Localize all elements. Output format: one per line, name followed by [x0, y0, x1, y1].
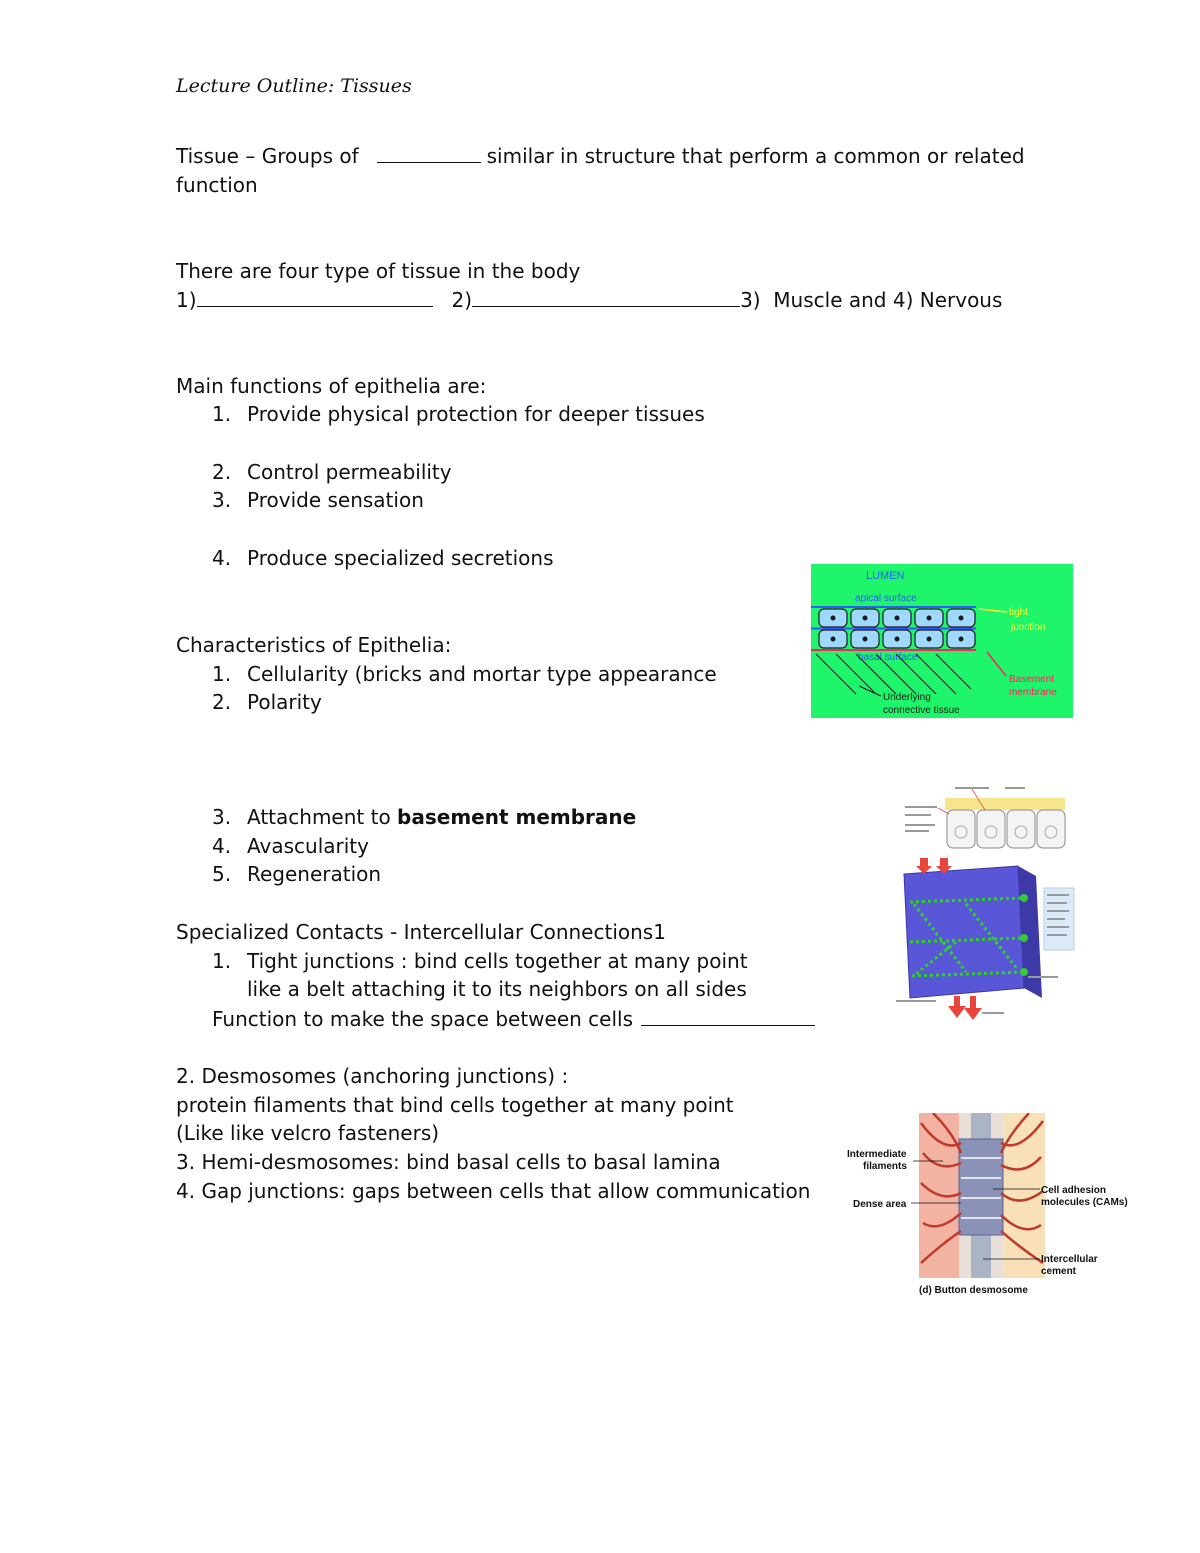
item-number: 1. [212, 402, 232, 426]
item-text: Regeneration [247, 862, 382, 886]
characteristics-heading: Characteristics of Epithelia: [176, 633, 452, 657]
list-item [212, 861, 381, 887]
list-item [212, 948, 748, 974]
item-number: 2. [212, 460, 232, 484]
item-number: 5. [212, 862, 232, 886]
desmosomes-heading: 2. Desmosomes (anchoring junctions) : [176, 1064, 569, 1088]
functions-heading: Main functions of epithelia are: [176, 374, 487, 398]
connective-tissue-label: connective tissue [883, 705, 960, 716]
tight-junction-line2: like a belt attaching it to its neighbors on all sides [247, 977, 747, 1001]
page-title: Lecture Outline: Tissues [176, 75, 412, 97]
tissue-definition-line1 [176, 143, 1025, 169]
list-item [212, 689, 322, 715]
gap-junctions-line: 4. Gap junctions: gaps between cells that allow communication [176, 1179, 811, 1203]
tissue-types-intro: There are four type of tissue in the body [176, 259, 581, 283]
basal-surface-label: basal surface [858, 652, 918, 663]
desmosomes-line1: protein filaments that bind cells together at many point [176, 1093, 734, 1117]
item-number: 3. [212, 805, 232, 829]
item-text: Polarity [247, 690, 322, 714]
cell-adhesion-label: Cell adhesion [1041, 1185, 1107, 1196]
tissue-types-list [176, 287, 1002, 313]
type-3-4-label: 3) Muscle and 4) Nervous [740, 288, 1003, 312]
item-text: Avascularity [247, 834, 369, 858]
item-number: 1. [212, 662, 232, 686]
list-item [212, 487, 424, 513]
intercellular-label: Intercellular [1041, 1254, 1098, 1265]
item-text: Provide sensation [247, 488, 424, 512]
item-number: 1. [212, 949, 232, 973]
junction-label: junction [1011, 622, 1046, 633]
figure-caption: (d) Button desmosome [919, 1285, 1028, 1296]
fill-blank [641, 1007, 815, 1026]
list-item [212, 661, 717, 687]
underlying-label: Underlying [883, 692, 931, 703]
tissue-definition-middle: similar in structure that perform a common or related [486, 144, 1025, 168]
tissue-definition-prefix: Tissue – Groups of [176, 144, 359, 168]
fill-blank [197, 288, 433, 307]
tight-junction-3d-diagram [896, 858, 1076, 1028]
apical-surface-label: apical surface [855, 593, 917, 604]
item-text: Attachment to [247, 805, 398, 829]
hemidesmosomes-line: 3. Hemi-desmosomes: bind basal cells to basal lamina [176, 1150, 721, 1174]
tight-junction-function [212, 1006, 815, 1032]
contacts-heading: Specialized Contacts - Intercellular Connections1 [176, 920, 666, 944]
epithelium-diagram [811, 564, 1073, 718]
basement-label: Basement [1009, 674, 1055, 685]
tight-label: tight [1009, 607, 1028, 618]
cement-label: cement [1041, 1266, 1077, 1277]
item-text: Produce specialized secretions [247, 546, 554, 570]
cams-label: molecules (CAMs) [1041, 1197, 1128, 1208]
desmosomes-line2: (Like like velcro fasteners) [176, 1121, 440, 1145]
item-number: 4. [212, 834, 232, 858]
item-text: Provide physical protection for deeper tissues [247, 402, 705, 426]
type-1-label: 1) [176, 288, 197, 312]
item-text: Tight junctions : bind cells together at many point [247, 949, 748, 973]
dense-area-label: Dense area [853, 1199, 907, 1210]
button-desmosome-diagram [843, 1113, 1145, 1299]
list-item [212, 401, 705, 427]
item-number: 3. [212, 488, 232, 512]
item-text: Cellularity (bricks and mortar type appearance [247, 662, 717, 686]
fill-blank [472, 288, 740, 307]
type-2-label: 2) [451, 288, 473, 312]
tissue-definition-end: function [176, 173, 258, 197]
list-item [212, 804, 636, 830]
list-item [212, 459, 452, 485]
fill-blank [377, 144, 481, 163]
list-item [212, 833, 369, 859]
item-number: 2. [212, 690, 232, 714]
membrane-label: membrane [1009, 687, 1057, 698]
item-number: 4. [212, 546, 232, 570]
cell-junction-sketch [905, 784, 1070, 850]
item-text: Function to make the space between cells [212, 1007, 634, 1031]
lumen-label: LUMEN [866, 570, 905, 582]
list-item [212, 545, 554, 571]
intermediate-label: Intermediate [847, 1149, 907, 1160]
item-text: Control permeability [247, 460, 452, 484]
item-text-bold: basement membrane [397, 805, 637, 829]
filaments-label: filaments [863, 1161, 907, 1172]
